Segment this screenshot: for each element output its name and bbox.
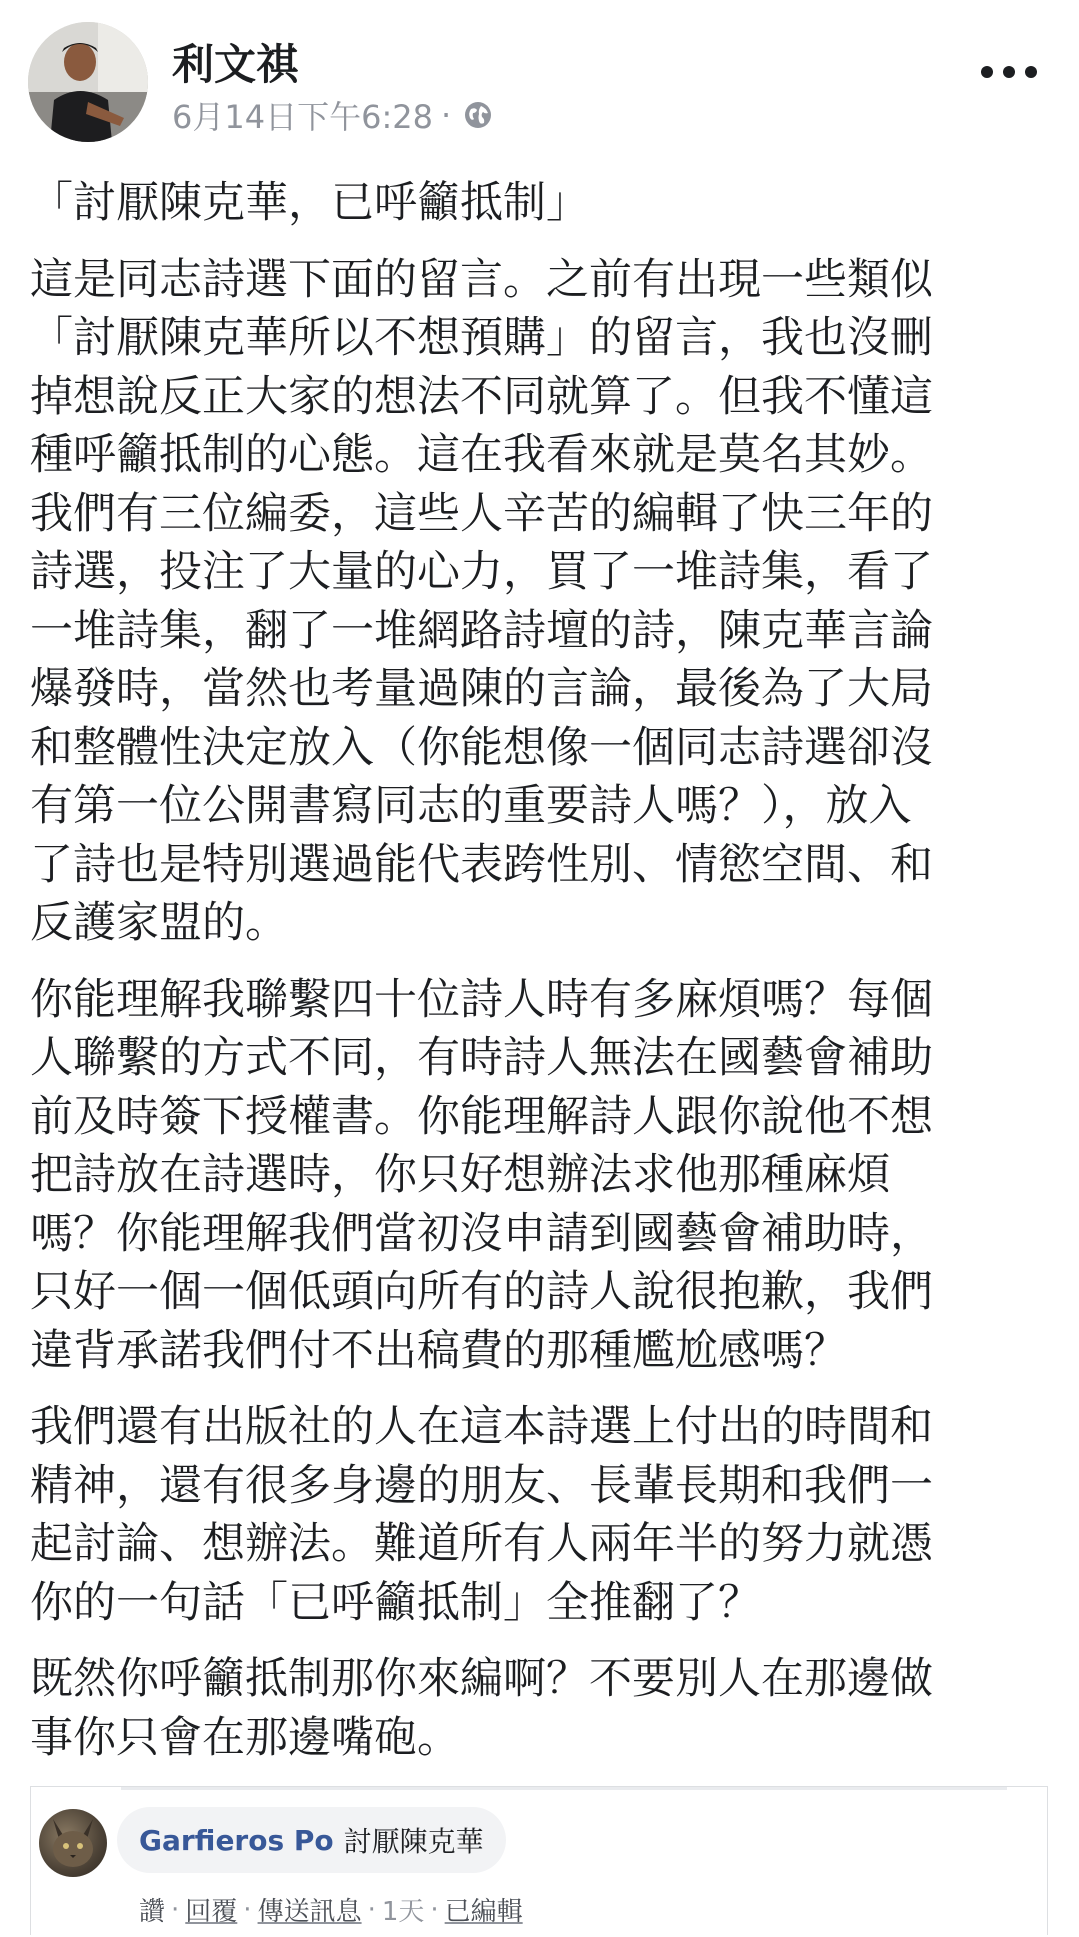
post-paragraph: 「討厭陳克華，已呼籲抵制」	[30, 178, 589, 228]
post-timestamp[interactable]: 6月14日下午6:28	[172, 98, 433, 136]
comment-divider	[121, 1787, 1007, 1790]
action-separator: ·	[243, 1894, 252, 1925]
more-options-button[interactable]	[981, 62, 1037, 82]
avatar-photo	[28, 22, 148, 142]
commenter-name[interactable]: Garfieros Po	[139, 1823, 334, 1857]
globe-icon[interactable]	[463, 100, 493, 130]
post-body	[30, 174, 1050, 1785]
post-paragraph: 我們還有出版社的人在這本詩選上付出的時間和 精神，還有很多身邊的朋友、長輩長期和我們一 起討論、想辦法。難道所有人兩年半的努力就憑 你的一句話「已呼籲抵制」全推翻了？	[30, 1402, 933, 1628]
post-paragraph: 既然你呼籲抵制那你來編啊？不要別人在那邊做 事你只會在那邊嘴砲。	[30, 1654, 933, 1763]
post-header	[0, 0, 1079, 150]
post-paragraph: 你能理解我聯繫四十位詩人時有多麻煩嗎？每個 人聯繫的方式不同，有時詩人無法在國藝會補助 前及時簽下授權書。你能理解詩人跟你說他不想 把詩放在詩選時，你只好想辦法求他那種麻煩 嗎？你能理解我們當初沒申請到國藝會補助時， 只好一個一個低頭向所有的詩人說很抱歉，我們 違背承諾我們付不出稿費的那種尷尬感嗎？	[30, 974, 933, 1376]
edited-label[interactable]: 已編輯	[444, 1897, 523, 1927]
meta-separator: ·	[440, 96, 452, 134]
action-separator: ·	[367, 1894, 376, 1925]
author-name[interactable]: 利文祺	[172, 40, 299, 89]
commenter-photo	[39, 1809, 107, 1877]
send-message-button[interactable]: 傳送訊息	[257, 1897, 362, 1927]
post-meta	[172, 92, 493, 138]
post-paragraph: 這是同志詩選下面的留言。之前有出現一些類似 「討厭陳克華所以不想預購」的留言，我也沒刪 掉想說反正大家的想法不同就算了。但我不懂這 種呼籲抵制的心態。這在我看來就是莫名其妙。 我們有三位編委，這些人辛苦的編輯了快三年的 詩選，投注了大量的心力，買了一堆詩集，看了 一堆詩集，翻了一堆網路詩壇的詩，陳克華言論 爆發時，當然也考量過陳的言論，最後為了大局 和整體性決定放入（你能想像一個同志詩選卻沒 有第一位公開書寫同志的重要詩人嗎？），放入 了詩也是特別選過能代表跨性別、情慾空間、和 反護家盟的。	[30, 254, 933, 948]
comment-time[interactable]: 1天	[381, 1897, 425, 1927]
author-avatar[interactable]	[28, 22, 148, 142]
more-dot	[1025, 66, 1037, 78]
comment-bubble	[117, 1807, 506, 1873]
like-button[interactable]: 讚	[139, 1897, 166, 1927]
comment-text: 討厭陳克華	[343, 1825, 484, 1858]
comment-section	[30, 1786, 1048, 1935]
commenter-avatar[interactable]	[39, 1809, 107, 1877]
comment-actions	[139, 1891, 523, 1928]
action-separator: ·	[430, 1894, 439, 1925]
reply-button[interactable]: 回覆	[185, 1897, 238, 1927]
more-dot	[1003, 66, 1015, 78]
action-separator: ·	[171, 1894, 180, 1925]
more-dots-icon	[981, 66, 993, 78]
